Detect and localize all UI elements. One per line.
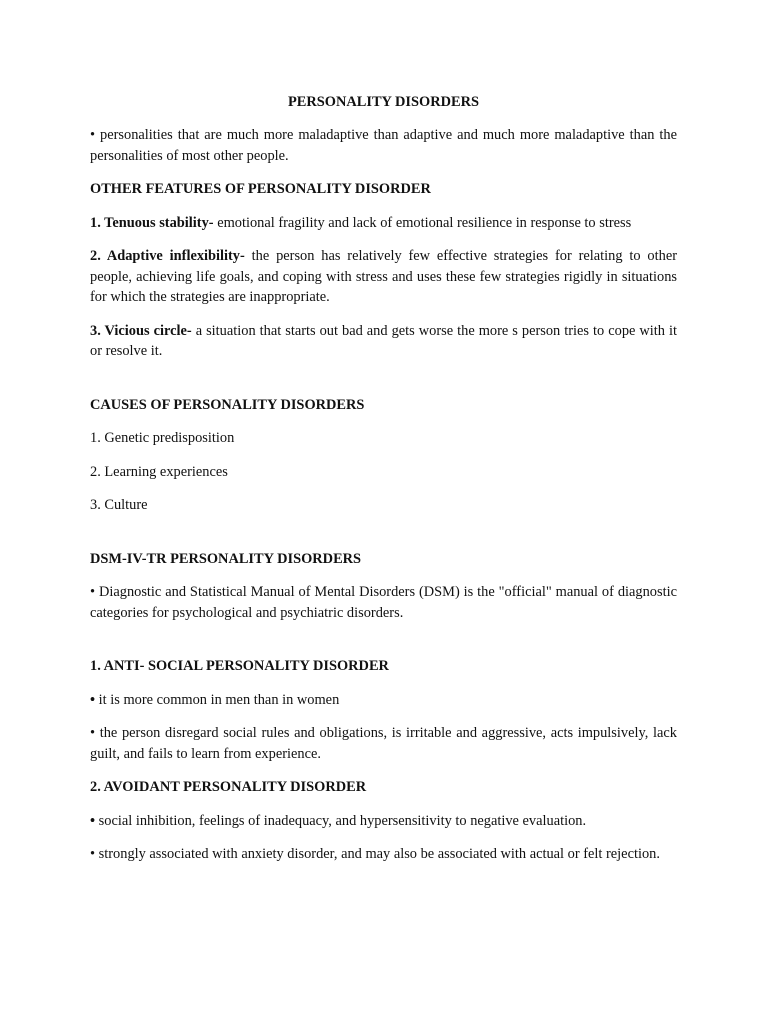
feature-text: the person has relatively few effective strategies for relating to other people, achieving life goals, and coping with stress and uses these few strategies rigidly in situations for which the strategies are inappropriate. (90, 248, 678, 305)
cause-item: 1. Genetic predisposition (90, 430, 235, 446)
dsm-heading: DSM-IV-TR PERSONALITY DISORDERS (90, 550, 362, 567)
feature-label: 2. Adaptive inflexibility- (90, 248, 245, 264)
features-heading: OTHER FEATURES OF PERSONALITY DISORDER (90, 181, 431, 197)
bullet-mark: • (90, 691, 96, 708)
dsm-bullet-paragraph (90, 582, 677, 623)
bullet-mark: • (90, 812, 96, 829)
intro-bullet-paragraph (90, 125, 677, 166)
feature-label: 3. Vicious circle- (90, 322, 192, 339)
cause-item: 3. Culture (90, 497, 148, 513)
avoidant-bullet (90, 811, 677, 832)
avoidant-heading: 2. AVOIDANT PERSONALITY DISORDER (90, 779, 367, 795)
intro-text: personalities that are much more maladaptive than adaptive and much more maladaptive than the personalities of most other people. (90, 127, 677, 164)
bullet-text: the person disregard social rules and obligations, is irritable and aggressive, acts impulsively, lack guilt, and fails to learn from experience. (90, 725, 677, 762)
cause-item: 2. Learning experiences (90, 463, 228, 480)
feature-item (90, 246, 677, 308)
dsm-text: Diagnostic and Statistical Manual of Mental Disorders (DSM) is the "official" manual of diagnostic categories for psychological and psychiatric disorders. (90, 584, 677, 621)
bullet-mark: • (90, 725, 96, 741)
antisocial-bullet (90, 723, 677, 764)
bullet-mark: • (90, 584, 96, 600)
bullet-text: it is more common in men than in women (98, 691, 340, 708)
feature-label: 1. Tenuous stability- (90, 214, 214, 231)
bullet-mark: • (90, 846, 96, 862)
bullet-text: strongly associated with anxiety disorder, and may also be associated with actual or felt rejection. (98, 846, 660, 862)
feature-item (90, 321, 677, 362)
feature-text: a situation that starts out bad and gets worse the more s person tries to cope with it or resolve it. (90, 322, 677, 359)
page-title: PERSONALITY DISORDERS (288, 94, 479, 110)
feature-text: emotional fragility and lack of emotional resilience in response to stress (217, 214, 632, 231)
bullet-text: social inhibition, feelings of inadequacy, and hypersensitivity to negative evaluation. (98, 812, 587, 829)
bullet-mark: • (90, 127, 96, 143)
antisocial-heading: 1. ANTI- SOCIAL PERSONALITY DISORDER (90, 658, 389, 674)
feature-item (90, 213, 677, 234)
antisocial-bullet (90, 690, 677, 711)
causes-heading: CAUSES OF PERSONALITY DISORDERS (90, 396, 365, 413)
document-body (90, 92, 677, 878)
avoidant-bullet (90, 844, 677, 865)
